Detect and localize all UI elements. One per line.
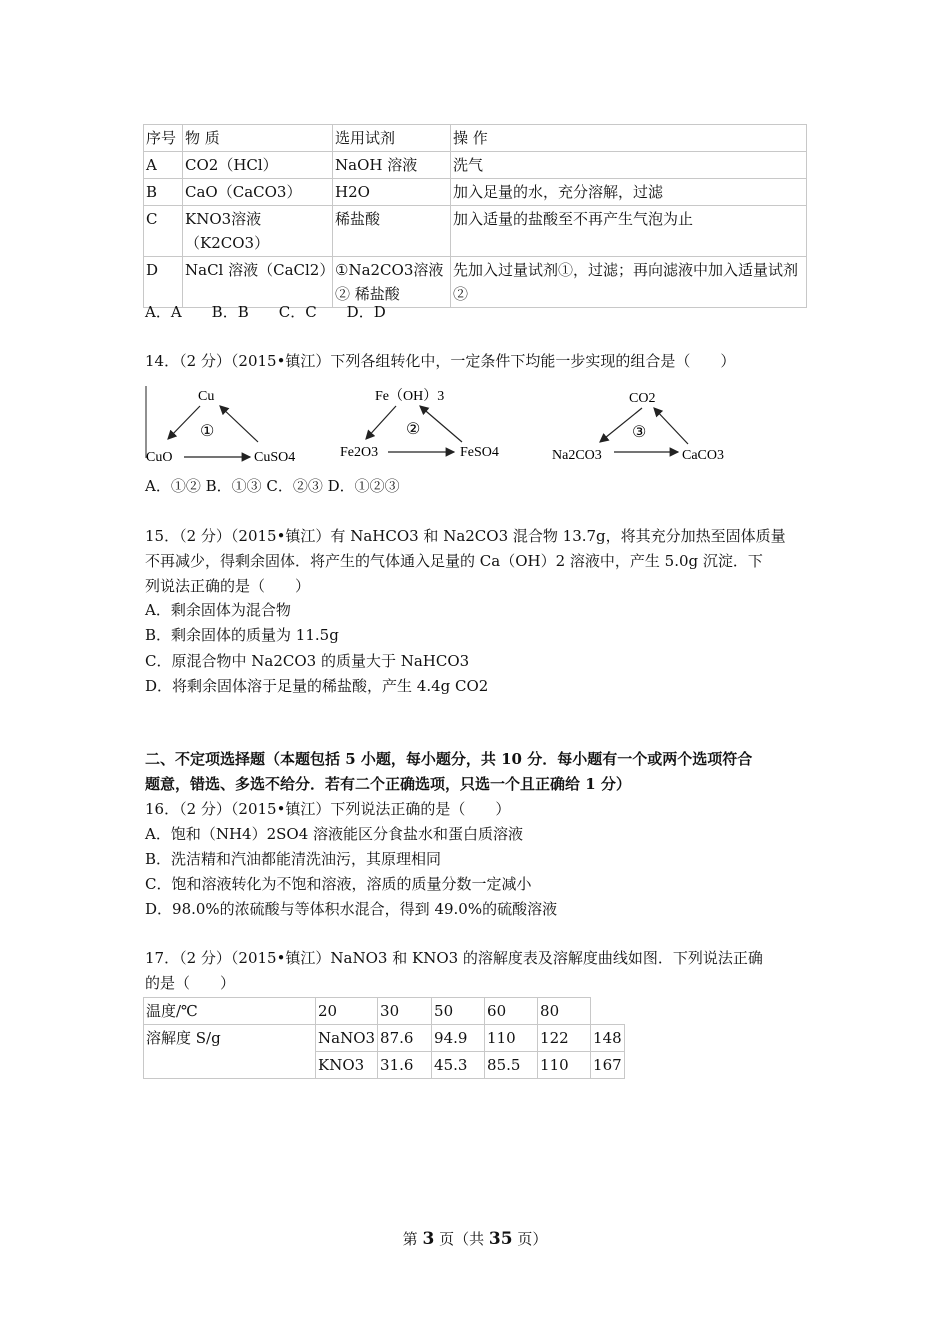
- diagram-3-left: Na2CO3: [552, 448, 602, 463]
- footer-page-number: 3: [422, 1229, 435, 1249]
- diagram-1-top: Cu: [198, 389, 215, 404]
- row-operation: 洗气: [451, 152, 807, 179]
- q13-table: [143, 124, 807, 308]
- q14-stem: 14．（2 分）（2015•镇江）下列各组转化中，一定条件下均能一步实现的组合是（ ）: [145, 352, 736, 370]
- footer-total-pages: 35: [488, 1229, 513, 1249]
- table-header-row: [144, 125, 807, 152]
- value-cell: 148: [591, 1025, 625, 1052]
- q17-solubility-table: [143, 997, 625, 1079]
- q15-option-c: C．原混合物中 Na2CO3 的质量大于 NaHCO3: [145, 652, 470, 670]
- row-id: A: [144, 152, 183, 179]
- q16-option-c: C．饱和溶液转化为不饱和溶液，溶质的质量分数一定减小: [145, 875, 532, 893]
- diagram-2-right: FeSO4: [460, 445, 499, 460]
- q14-diagrams: [140, 384, 740, 470]
- value-cell: 110: [485, 1025, 538, 1052]
- section2-title-line2: 题意，错选、多选不给分．若有二个正确选项，只选一个且正确给 1 分）: [145, 775, 631, 793]
- diagram-3-label: ③: [632, 424, 647, 441]
- table-row: [144, 152, 807, 179]
- table-row: [144, 206, 807, 257]
- row-operation: 加入足量的水，充分溶解，过滤: [451, 179, 807, 206]
- row-operation: 加入适量的盐酸至不再产生气泡为止: [451, 206, 807, 257]
- row-name: KNO3: [316, 1052, 378, 1079]
- diagram-3-right: CaCO3: [682, 448, 724, 463]
- row-id: B: [144, 179, 183, 206]
- header-cell: 选用试剂: [333, 125, 451, 152]
- q15-option-a: A．剩余固体为混合物: [145, 601, 291, 619]
- diagram-1-right: CuSO4: [254, 450, 296, 465]
- value-cell: 87.6: [378, 1025, 432, 1052]
- row-reagent: ①Na2CO3溶液 ② 稀盐酸: [333, 257, 451, 308]
- solubility-label: 溶解度 S/g: [144, 1025, 316, 1079]
- temp-cell: 80: [538, 998, 591, 1025]
- q16-option-b: B．洗洁精和汽油都能清洗油污，其原理相同: [145, 850, 442, 868]
- value-cell: 167: [591, 1052, 625, 1079]
- value-cell: 85.5: [485, 1052, 538, 1079]
- temp-cell: 60: [485, 998, 538, 1025]
- q17-line2: 的是（ ）: [145, 974, 236, 992]
- value-cell: 110: [538, 1052, 591, 1079]
- header-cell: 物 质: [183, 125, 333, 152]
- table-row: [144, 1025, 625, 1052]
- row-id: D: [144, 257, 183, 308]
- row-reagent: NaOH 溶液: [333, 152, 451, 179]
- value-cell: 94.9: [432, 1025, 485, 1052]
- q15-option-b: B．剩余固体的质量为 11.5g: [145, 626, 339, 644]
- diagram-1: [146, 386, 295, 465]
- q15-line2: 不再减少，得剩余固体．将产生的气体通入足量的 Ca（OH）2 溶液中，产生 5.0g 沉淀．下: [145, 552, 763, 570]
- row-reagent: H2O: [333, 179, 451, 206]
- diagram-1-left: CuO: [146, 450, 173, 465]
- row-substance: CO2（HCl）: [183, 152, 333, 179]
- empty-cell: [591, 998, 625, 1025]
- footer-mid: 页（共: [439, 1230, 485, 1248]
- row-substance: KNO3溶液（K2CO3）: [183, 206, 333, 257]
- q15-line3: 列说法正确的是（ ）: [145, 577, 311, 595]
- row-id: C: [144, 206, 183, 257]
- footer-prefix: 第: [402, 1230, 418, 1248]
- row-substance: NaCl 溶液（CaCl2）: [183, 257, 333, 308]
- q17-line1: 17．（2 分）（2015•镇江）NaNO3 和 KNO3 的溶解度表及溶解度曲线如图．下列说法正确: [145, 949, 763, 967]
- row-reagent: 稀盐酸: [333, 206, 451, 257]
- q16-option-a: A．饱和（NH4）2SO4 溶液能区分食盐水和蛋白质溶液: [145, 825, 524, 843]
- q16-stem: 16．（2 分）（2015•镇江）下列说法正确的是（ ）: [145, 800, 511, 818]
- table-row: [144, 179, 807, 206]
- diagram-3-top: CO2: [629, 391, 656, 406]
- header-cell: 操 作: [451, 125, 807, 152]
- diagram-1-label: ①: [200, 423, 215, 440]
- temp-cell: 50: [432, 998, 485, 1025]
- value-cell: 31.6: [378, 1052, 432, 1079]
- temp-cell: 30: [378, 998, 432, 1025]
- q13-options: A．A B．B C．C D．D: [145, 303, 386, 321]
- diagram-2-left: Fe2O3: [340, 445, 379, 460]
- header-cell: 序号: [144, 125, 183, 152]
- page-footer: [0, 1228, 950, 1249]
- diagram-3: [552, 391, 724, 463]
- q15-line1: 15．（2 分）（2015•镇江）有 NaHCO3 和 Na2CO3 混合物 13.7g，将其充分加热至固体质量: [145, 527, 786, 545]
- row-substance: CaO（CaCO3）: [183, 179, 333, 206]
- footer-suffix: 页）: [517, 1230, 548, 1248]
- row-operation: 先加入过量试剂①，过滤；再向滤液中加入适量试剂②: [451, 257, 807, 308]
- q16-option-d: D．98.0%的浓硫酸与等体积水混合，得到 49.0%的硫酸溶液: [145, 900, 558, 918]
- temp-label: 温度/℃: [144, 998, 316, 1025]
- q14-options: A．①② B．①③ C．②③ D．①②③: [145, 477, 400, 495]
- row-name: NaNO3: [316, 1025, 378, 1052]
- q15-option-d: D．将剩余固体溶于足量的稀盐酸，产生 4.4g CO2: [145, 677, 489, 695]
- section2-title-line1: 二、不定项选择题（本题包括 5 小题，每小题分，共 10 分．每小题有一个或两个选项符合: [145, 750, 753, 768]
- diagram-2-label: ②: [406, 421, 421, 438]
- temp-cell: 20: [316, 998, 378, 1025]
- diagram-2-top: Fe（OH）3: [375, 389, 445, 404]
- diagram-2: [340, 388, 499, 460]
- table-row: [144, 998, 625, 1025]
- value-cell: 45.3: [432, 1052, 485, 1079]
- value-cell: 122: [538, 1025, 591, 1052]
